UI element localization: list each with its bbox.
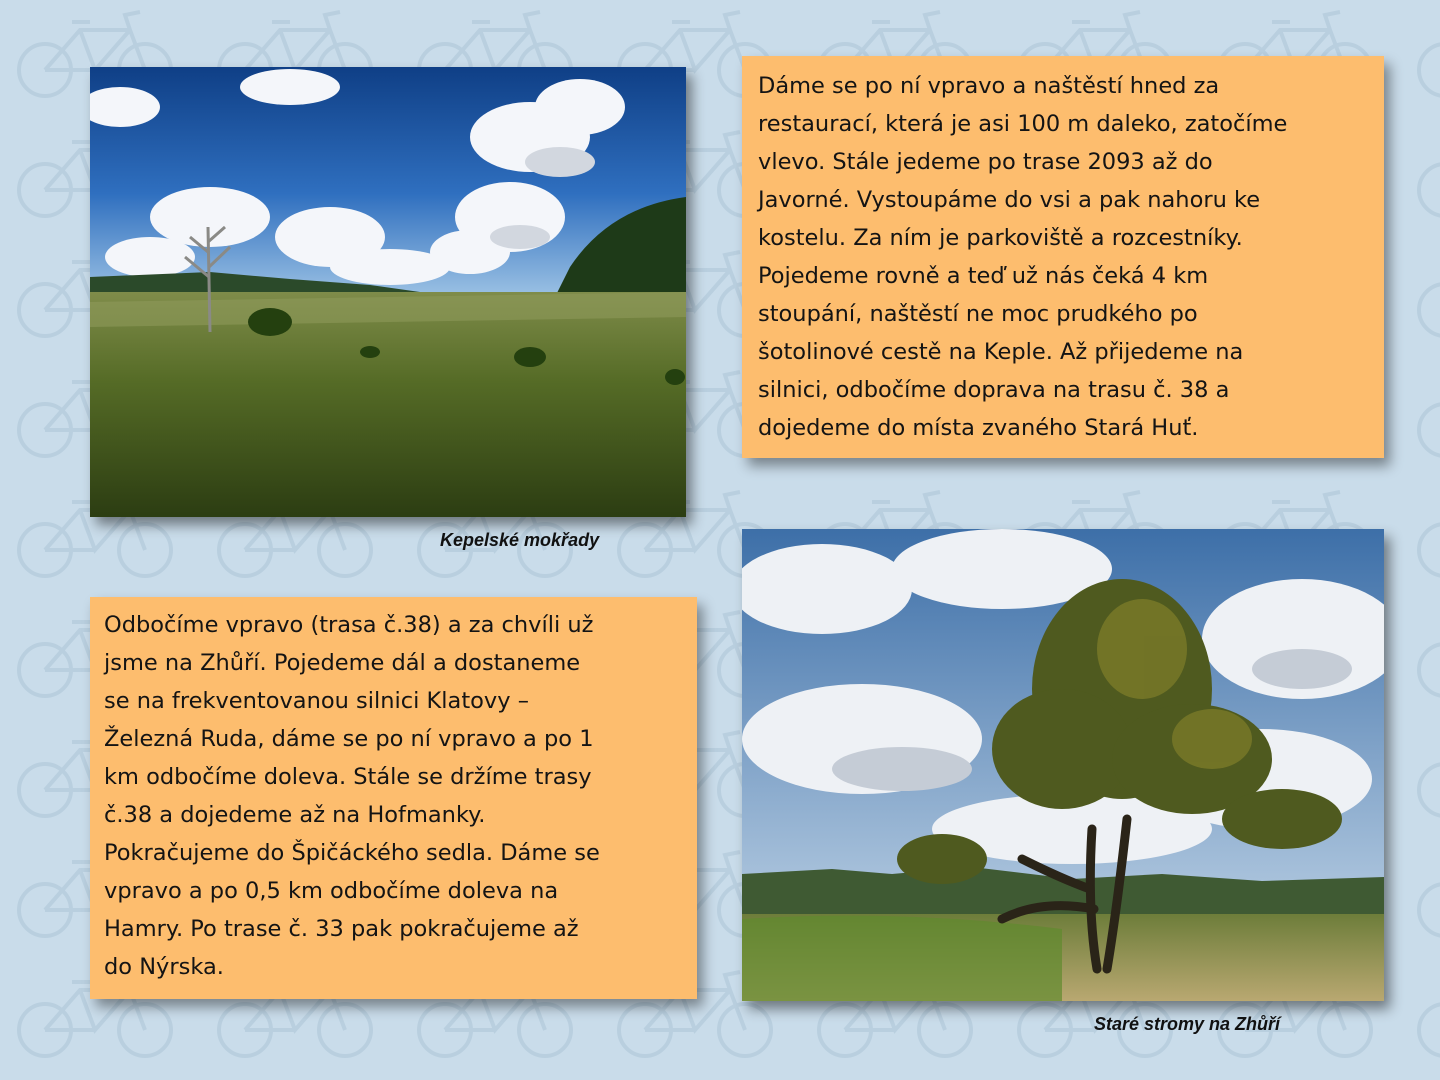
meadow-landscape-photo (90, 67, 686, 517)
route-description-bottom: Odbočíme vpravo (trasa č.38) a za chvíli už jsme na Zhůří. Pojedeme dál a dostaneme se na frekventovanou silnici Klatovy – Železná Ruda, dáme se po ní vpravo a po 1 km odbočíme doleva. Stále se držíme trasy č.38 a dojedeme až na Hofmanky. Pokračujeme do Špičáckého sedla. Dáme se vpravo a po 0,5 km odbočíme doleva na Hamry. Po trase č. 33 pak pokračujeme až do Nýrska. (90, 597, 697, 999)
tree-photo-caption: Staré stromy na Zhůří (1094, 1014, 1281, 1034)
meadow-photo-caption: Kepelské mokřady (440, 530, 600, 550)
route-description-top: Dáme se po ní vpravo a naštěstí hned za restaurací, která je asi 100 m daleko, zatočíme vlevo. Stále jedeme po trase 2093 až do Javorné. Vystoupáme do vsi a pak nahoru ke kostelu. Za ním je parkoviště a rozcestníky. Pojedeme rovně a teď už nás čeká 4 km stoupání, naštěstí ne moc prudkého po šotolinové cestě na Keple. Až přijedeme na silnici, odbočíme doprava na trasu č. 38 a dojedeme do místa zvaného Stará Huť. (742, 56, 1384, 458)
old-tree-photo (742, 529, 1384, 1001)
